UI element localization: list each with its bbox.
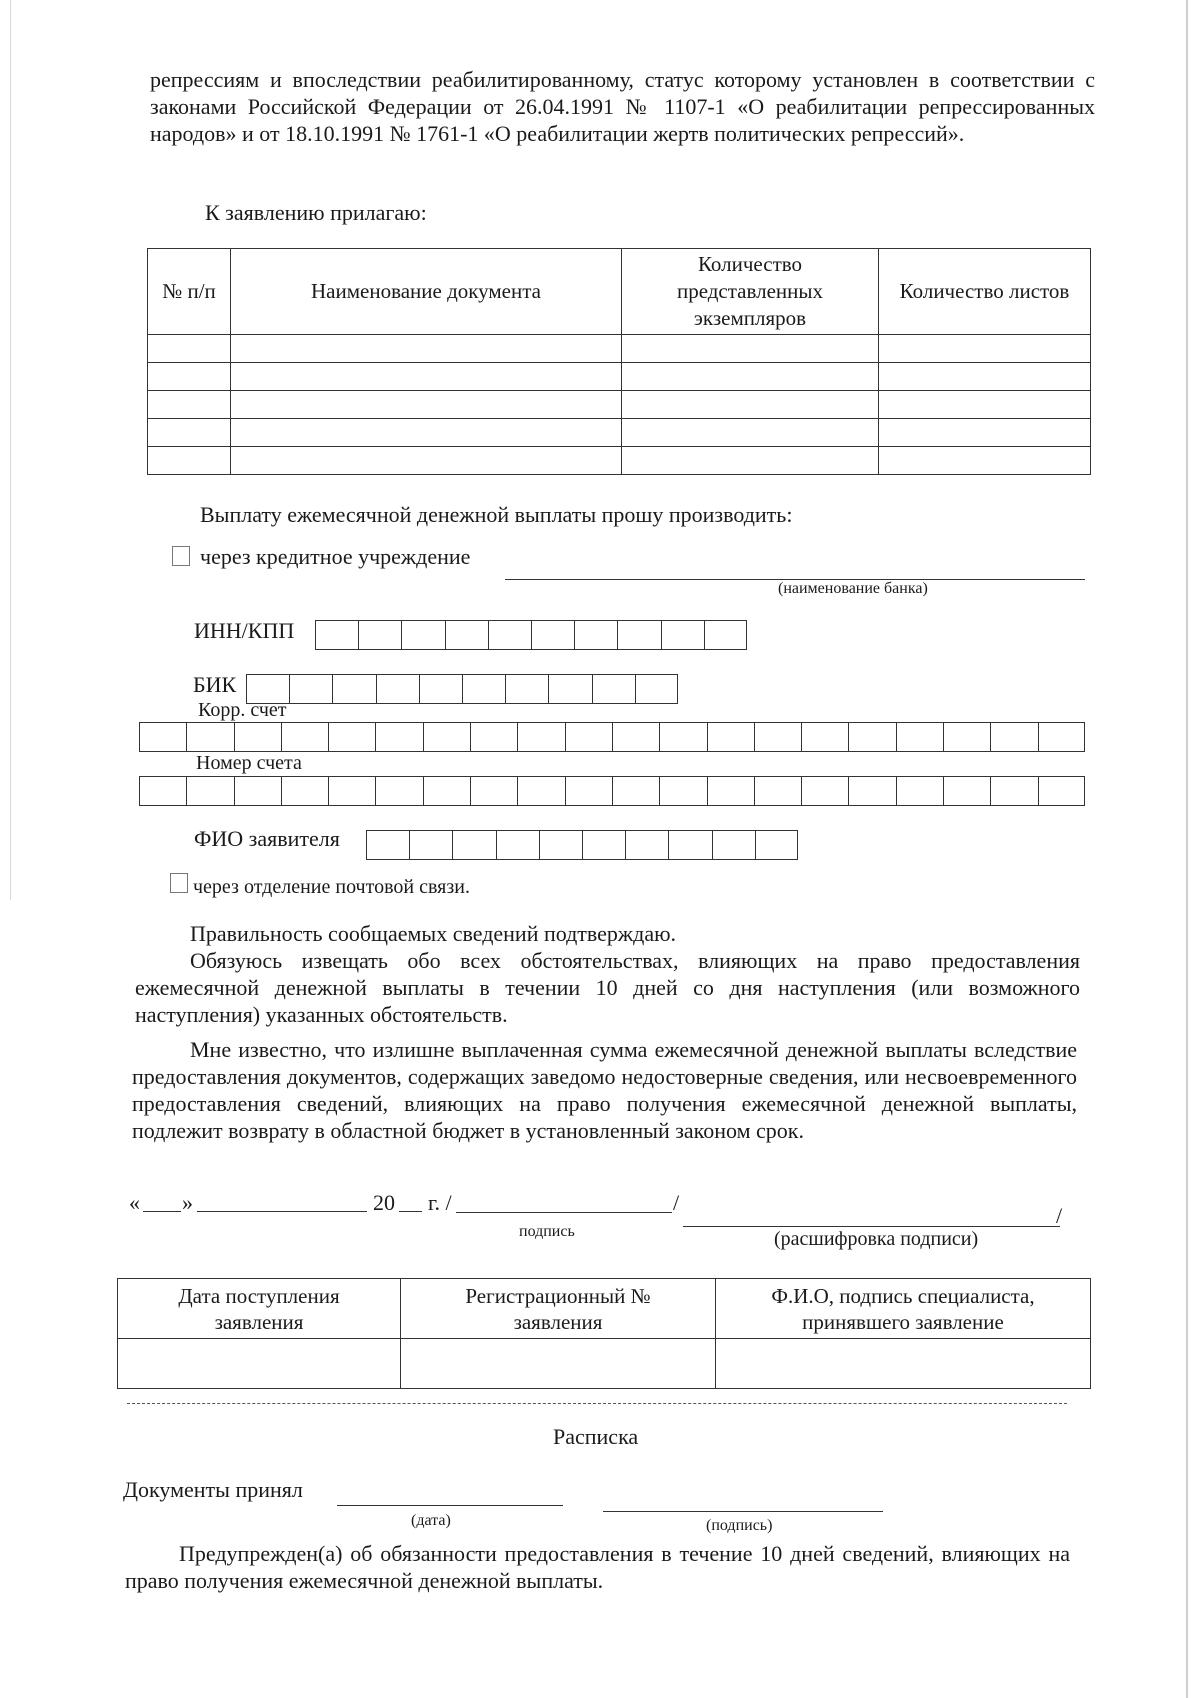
attachments-table [147, 248, 1091, 475]
signature-caption: (подпись) [706, 1517, 773, 1534]
cut-line [127, 1403, 1067, 1404]
table-cell[interactable] [148, 391, 231, 419]
decode-caption: (расшифровка подписи) [774, 1228, 979, 1250]
table-row [118, 1339, 1091, 1389]
decode-end-slash: / [1056, 1203, 1063, 1228]
signature-line[interactable] [456, 1212, 672, 1213]
post-option-label: через отделение почтовой связи. [193, 876, 470, 898]
table-cell[interactable] [231, 419, 622, 447]
table-cell[interactable] [148, 363, 231, 391]
applicant-name-label: ФИО заявителя [194, 826, 340, 851]
decode-line[interactable] [683, 1226, 1060, 1227]
table-cell[interactable] [879, 391, 1091, 419]
column-header: Количество представленных экземпляров [622, 249, 879, 335]
account-number-label: Номер счета [196, 752, 302, 774]
table-cell[interactable] [622, 447, 879, 475]
table-cell[interactable] [622, 363, 879, 391]
accepted-signature-line[interactable] [603, 1511, 883, 1512]
table-cell[interactable] [148, 335, 231, 363]
corr-account-field[interactable] [139, 722, 1085, 752]
refund-paragraph: Мне известно, что излишне выплаченная сумма ежемесячной денежной выплаты вследствие предоставления документов, содержащих заведомо недостоверные сведения, или несвоевременного предоставления сведений, влияющих на право получения ежемесячной денежной выплаты, подлежит возврату в областной бюджет в установленный законом срок. [132, 1037, 1077, 1143]
table-cell[interactable] [879, 335, 1091, 363]
column-header: Наименование документа [231, 249, 622, 335]
table-cell[interactable] [148, 419, 231, 447]
year-line[interactable] [399, 1211, 422, 1212]
column-header: Регистрационный № заявления [401, 1279, 716, 1339]
month-line[interactable] [197, 1211, 367, 1212]
table-cell[interactable] [879, 363, 1091, 391]
table-cell[interactable] [622, 335, 879, 363]
table-row [148, 363, 1091, 391]
accepted-label: Документы принял [123, 1477, 303, 1502]
bank-option-label: через кредитное учреждение [200, 544, 471, 569]
year-suffix: г. / [428, 1190, 452, 1215]
bank-option-checkbox[interactable] [172, 546, 190, 566]
table-header-row [118, 1279, 1091, 1339]
table-row [148, 335, 1091, 363]
corr-account-label: Корр. счет [198, 699, 287, 721]
inn-kpp-label: ИНН/КПП [194, 618, 295, 643]
accepted-date-line[interactable] [337, 1505, 563, 1506]
receipt-title: Расписка [553, 1424, 639, 1449]
table-cell[interactable] [716, 1339, 1091, 1389]
table-cell[interactable] [231, 391, 622, 419]
table-cell[interactable] [118, 1339, 401, 1389]
page-edge [1186, 0, 1188, 1698]
applicant-name-field[interactable] [366, 830, 798, 860]
date-close-quote: » [182, 1190, 193, 1215]
bik-label: БИК [193, 672, 237, 697]
column-header: Количество листов [879, 249, 1091, 335]
obligation-paragraph: Обязуюсь извещать обо всех обстоятельствах, влияющих на право предоставления ежемесячной денежной выплаты в течении 10 дней со дня наступления (или возможного наступления) указанных обстоятельств. [135, 948, 1080, 1027]
attachments-heading: К заявлению прилагаю: [205, 200, 427, 225]
payment-heading: Выплату ежемесячной денежной выплаты прошу производить: [200, 502, 793, 527]
table-cell[interactable] [622, 419, 879, 447]
table-cell[interactable] [879, 419, 1091, 447]
post-option-checkbox[interactable] [170, 873, 188, 893]
confirm-paragraph: Правильность сообщаемых сведений подтверждаю. [190, 921, 677, 946]
page-edge [10, 0, 11, 900]
day-line[interactable] [143, 1211, 181, 1212]
table-cell[interactable] [401, 1339, 716, 1389]
account-number-field[interactable] [139, 776, 1085, 806]
table-cell[interactable] [231, 335, 622, 363]
table-row [148, 391, 1091, 419]
date-open-quote: « [129, 1190, 140, 1215]
intro-paragraph: репрессиям и впоследствии реабилитированному, статус которому установлен в соответствии с законами Российской Федерации от 26.04.1991 № 1107-1 «О реабилитации репрессированных народов» и от 18.10.1991 № 1761-1 «О реабилитации жертв политических репрессий». [150, 67, 1095, 146]
table-row [148, 419, 1091, 447]
registration-table [117, 1278, 1091, 1389]
table-cell[interactable] [879, 447, 1091, 475]
column-header: Дата поступления заявления [118, 1279, 401, 1339]
date-caption: (дата) [411, 1512, 451, 1529]
table-cell[interactable] [622, 391, 879, 419]
table-cell[interactable] [148, 447, 231, 475]
column-header: № п/п [148, 249, 231, 335]
table-header-row [148, 249, 1091, 335]
year-prefix: 20 [373, 1190, 395, 1215]
table-cell[interactable] [231, 447, 622, 475]
column-header: Ф.И.О, подпись специалиста, принявшего заявление [716, 1279, 1091, 1339]
signature-caption: подпись [519, 1223, 575, 1240]
table-row [148, 447, 1091, 475]
table-cell[interactable] [231, 363, 622, 391]
inn-kpp-field[interactable] [315, 620, 747, 650]
bank-name-caption: (наименование банка) [778, 580, 928, 597]
bik-field[interactable] [246, 674, 678, 704]
warning-paragraph: Предупрежден(а) об обязанности предоставления в течение 10 дней сведений, влияющих на право получения ежемесячной денежной выплаты. [125, 1541, 1070, 1593]
signature-slash: / [673, 1190, 680, 1215]
